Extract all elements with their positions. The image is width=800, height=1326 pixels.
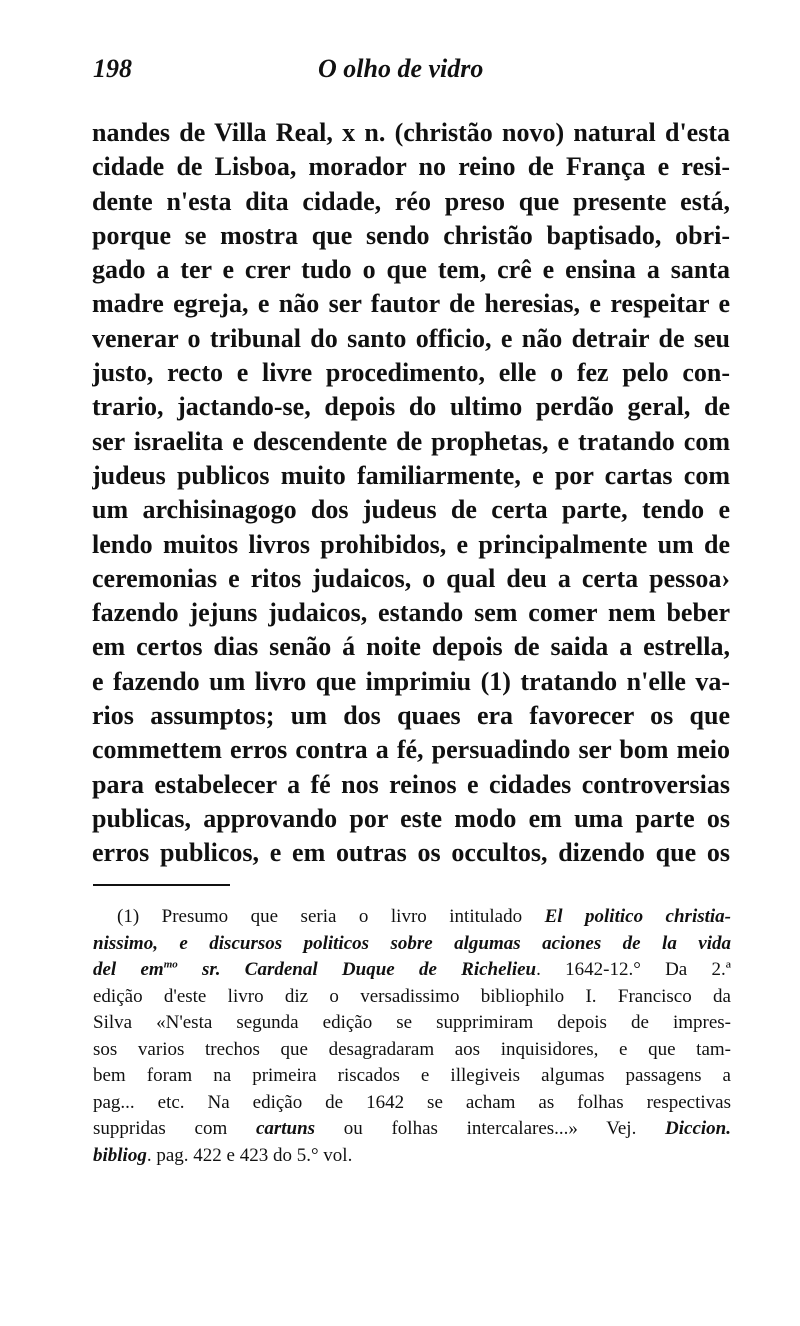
footnote-text: (1) Presumo que seria o livro intitulado [117,906,545,927]
body-line: justo, recto e livre procedimento, elle o fez pelo con- [92,358,730,388]
body-line: trario, jactando-se, depois do ultimo perdão geral, de [92,392,730,422]
body-line: dente n'esta dita cidade, réo preso que presente está, [92,186,730,216]
body-text [92,116,730,871]
footnote-line: bem foram na primeira riscados e illegiveis algumas passagens a [93,1065,731,1086]
page-number: 198 [93,54,132,83]
body-line: porque se mostra que sendo christão baptisado, obri- [92,220,730,250]
footnote-line: edição d'este livro diz o versadissimo bibliophilo I. Francisco da [93,985,731,1007]
body-line: um archisinagogo dos judeus de certa parte, tendo e [92,495,730,525]
footnote [93,904,731,1169]
footnote-line [93,957,731,984]
footnote-italic: bibliog [93,1144,147,1166]
body-line: cidade de Lisboa, morador no reino de França e resi- [92,152,730,182]
footnote-text: . pag. 422 e 423 do 5.° vol. [146,1144,353,1166]
body-line: e fazendo um livro que imprimiu (1) tratando n'elle va- [92,666,730,696]
body-line: venerar o tribunal do santo officio, e não detrair de seu [92,323,730,353]
body-line: erros publicos, e em outras os occultos, dizendo que os [92,838,730,868]
footnote-italic: Diccion. [665,1118,731,1139]
footnote-italic: sr. Cardenal Duque de Richelieu [177,959,537,980]
footnote-line: Silva «N'esta segunda edição se supprimiram depois de impres- [93,1012,731,1033]
book-title: El politico christia- [544,906,731,927]
body-line: para estabelecer a fé nos reinos e cidades controversias [92,769,730,799]
superscript: mo [163,958,178,971]
body-line: lendo muitos livros prohibidos, e principalmente um de [92,529,730,559]
body-line: madre egreja, e não ser fautor de heresias, e respeitar e [92,289,730,319]
footnote-line [93,1116,731,1143]
footnote-text: suppridas com [93,1118,256,1139]
footnote-divider [93,884,230,886]
footnote-line: sos varios trechos que desagradaram aos inquisidores, e que tam- [93,1038,731,1060]
footnote-line [93,1143,731,1170]
body-line: ser israelita e descendente de prophetas, e tratando com [92,426,730,456]
body-line: fazendo jejuns judaicos, estando sem comer nem beber [92,598,730,628]
body-line: em certos dias senão á noite depois de saida a estrella, [92,632,730,662]
footnote-line [93,904,731,931]
body-line: ceremonias e ritos judaicos, o qual deu a certa pessoa› [92,563,730,593]
footnote-italic: cartuns [255,1118,316,1139]
body-line: judeus publicos muito familiarmente, e por cartas com [92,460,730,490]
footnote-text: ou folhas intercalares...» Vej. [315,1118,666,1139]
footnote-line: nissimo, e discursos politicos sobre algumas aciones de la vida [93,932,731,954]
body-line: gado a ter e crer tudo o que tem, crê e ensina a santa [92,255,730,285]
body-line: publicas, approvando por este modo em uma parte os [92,803,730,833]
footnote-line: pag... etc. Na edição de 1642 se acham as folhas respectivas [93,1091,731,1113]
body-line: commettem erros contra a fé, persuadindo ser bom meio [92,735,730,765]
running-head: O olho de vidro [318,54,484,83]
footnote-italic: del em [93,959,164,980]
body-line: nandes de Villa Real, x n. (christão novo) natural d'esta [92,118,730,147]
footnote-text: . 1642-12.° Da 2.ª [536,959,731,980]
body-line: rios assumptos; um dos quaes era favorecer os que [92,701,730,731]
